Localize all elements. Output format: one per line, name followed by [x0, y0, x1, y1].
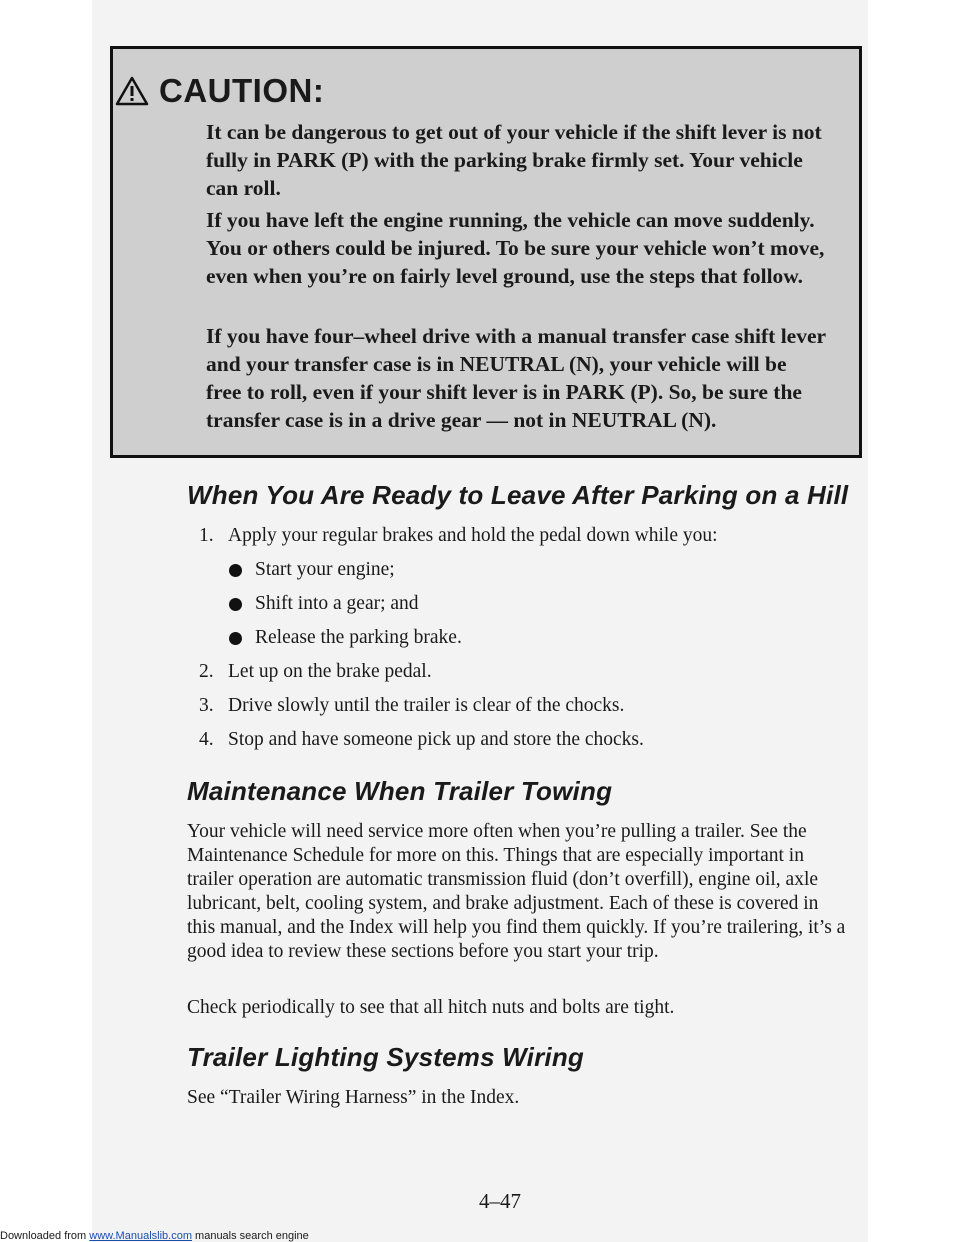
step-text: Stop and have someone pick up and store the chocks.: [228, 729, 644, 750]
caution-paragraph: It can be dangerous to get out of your vehicle if the shift lever is not fully in PARK (P) with the parking brake firmly set. Your vehicle can roll.: [206, 120, 822, 200]
caution-title: CAUTION:: [159, 72, 325, 109]
body-paragraph: See “Trailer Wiring Harness” in the Index.: [187, 1087, 520, 1108]
section-heading: When You Are Ready to Leave After Parking on a Hill: [187, 480, 849, 510]
caution-paragraph: If you have left the engine running, the vehicle can move suddenly. You or others could be injured. To be sure your vehicle won’t move, even when you’re on fairly level ground, use the steps that follow.: [206, 208, 825, 288]
caution-paragraph: If you have four–wheel drive with a manual transfer case shift lever and your transfer case is in NEUTRAL (N), your vehicle will be free to roll, even if your shift lever is in PARK (P). So, be sure the transfer case is in a drive gear — not in NEUTRAL (N).: [206, 324, 826, 432]
body-paragraph: Check periodically to see that all hitch nuts and bolts are tight.: [187, 997, 675, 1018]
caution-header: [115, 72, 324, 110]
footer-suffix: manuals search engine: [191, 1230, 309, 1242]
step-number: 3.: [199, 695, 214, 716]
bullet-text: Start your engine;: [255, 559, 395, 580]
bullet-icon: [229, 598, 242, 611]
warning-triangle-icon: [115, 76, 149, 106]
step-text: Apply your regular brakes and hold the pedal down while you:: [228, 525, 718, 546]
step-text: Drive slowly until the trailer is clear of the chocks.: [228, 695, 625, 716]
body-paragraph: Your vehicle will need service more often when you’re pulling a trailer. See the Maintenance Schedule for more on this. Things that are especially important in trailer operation are automatic transmission fluid (don’t overfill), engine oil, axle lubricant, belt, cooling system, and brake adjustment. Each of these is covered in this manual, and the Index will help you find them quickly. If you’re trailering, it’s a good idea to review these sections before you start your trip.: [187, 821, 846, 962]
bullet-icon: [229, 564, 242, 577]
bullet-text: Release the parking brake.: [255, 627, 462, 648]
page-number: 4–47: [479, 1189, 521, 1213]
manualslib-link[interactable]: www.Manualslib.com: [89, 1230, 192, 1242]
step-number: 4.: [199, 729, 214, 750]
section-heading: Trailer Lighting Systems Wiring: [187, 1042, 584, 1072]
step-number: 2.: [199, 661, 214, 682]
bullet-icon: [229, 632, 242, 645]
step-number: 1.: [199, 525, 214, 546]
download-footer: [0, 1230, 309, 1242]
step-text: Let up on the brake pedal.: [228, 661, 432, 682]
section-heading: Maintenance When Trailer Towing: [187, 776, 613, 806]
bullet-text: Shift into a gear; and: [255, 593, 419, 614]
footer-prefix: Downloaded from: [0, 1230, 90, 1242]
